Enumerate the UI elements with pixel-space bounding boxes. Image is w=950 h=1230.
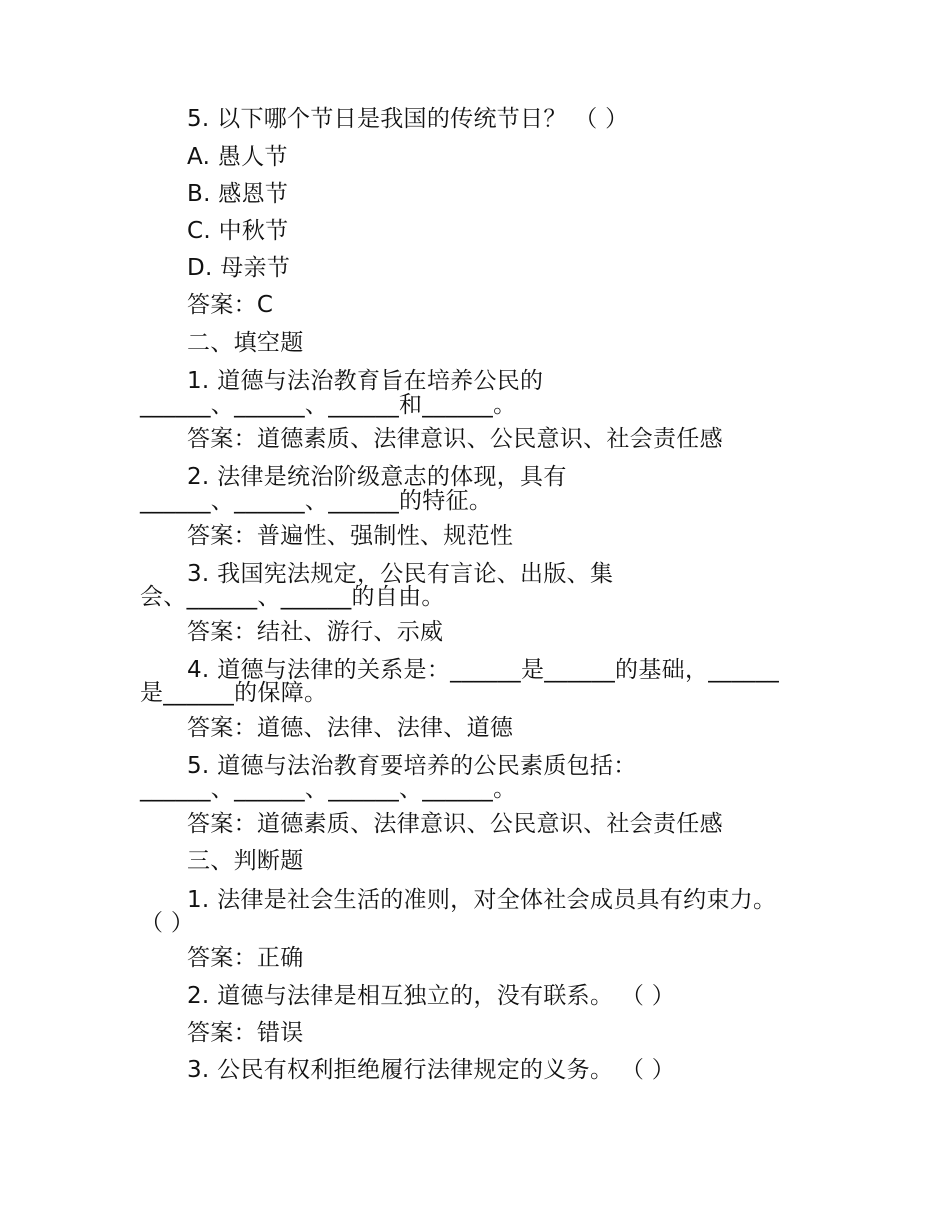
option-c: C. 中秋节 [187, 218, 289, 244]
fill-question-4-cont: 是______的保障。 [140, 680, 328, 706]
tf-question-3: 3. 公民有权利拒绝履行法律规定的义务。 （ ） [187, 1057, 676, 1083]
fill-question-3: 3. 我国宪法规定，公民有言论、出版、集 [187, 561, 614, 587]
fill-question-2: 2. 法律是统治阶级意志的体现，具有 [187, 464, 567, 490]
fill-question-4: 4. 道德与法律的关系是：______是______的基础，______ [187, 657, 780, 683]
answer-line: 答案：道德、法律、法律、道德 [187, 715, 514, 741]
answer-line: 答案：普遍性、强制性、规范性 [187, 523, 514, 549]
fill-question-5: 5. 道德与法治教育要培养的公民素质包括： [187, 753, 637, 779]
fill-question-3-cont: 会、______、______的自由。 [140, 584, 445, 610]
answer-line: 答案：结社、游行、示威 [187, 619, 444, 645]
fill-question-1: 1. 道德与法治教育旨在培养公民的 [187, 368, 544, 394]
answer-line: 答案：错误 [187, 1020, 304, 1046]
answer-line: 答案：C [187, 292, 274, 318]
answer-line: 答案：道德素质、法律意识、公民意识、社会责任感 [187, 426, 723, 452]
tf-question-1-parens: （ ） [140, 910, 195, 936]
option-a: A. 愚人节 [187, 144, 288, 170]
section-heading-fill-in: 二、填空题 [187, 330, 304, 356]
fill-question-1-blanks: ______、______、______和______。 [140, 392, 517, 418]
question-5-choice: 5. 以下哪个节日是我国的传统节日？ （ ） [187, 106, 629, 132]
answer-line: 答案：道德素质、法律意识、公民意识、社会责任感 [187, 811, 723, 837]
tf-question-1: 1. 法律是社会生活的准则，对全体社会成员具有约束力。 [187, 887, 777, 913]
tf-question-2: 2. 道德与法律是相互独立的，没有联系。 （ ） [187, 983, 676, 1009]
option-d: D. 母亲节 [187, 255, 291, 281]
option-b: B. 感恩节 [187, 181, 289, 207]
fill-question-2-blanks: ______、______、______的特征。 [140, 488, 493, 514]
fill-question-5-blanks: ______、______、______、______。 [140, 776, 517, 802]
answer-line: 答案：正确 [187, 945, 304, 971]
section-heading-true-false: 三、判断题 [187, 848, 304, 874]
